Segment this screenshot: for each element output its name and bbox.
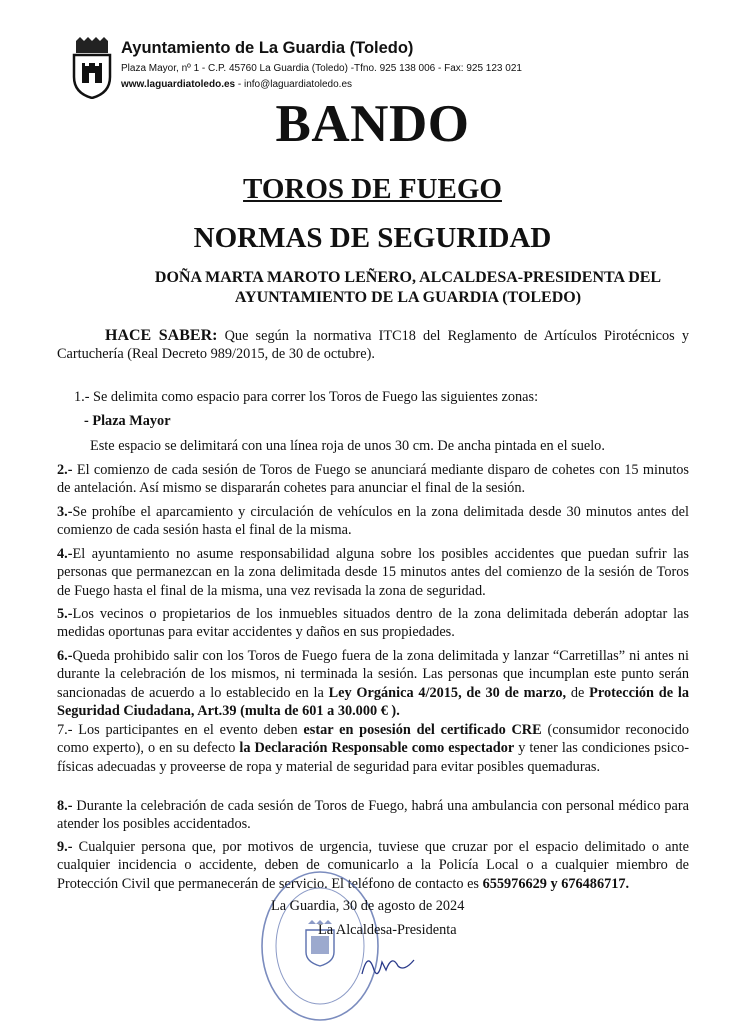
item-7-declaration: la Declaración Responsable como espectador — [239, 740, 515, 757]
item-8-text: Durante la celebración de cada sesión de Toros de Fuego, habrá una ambulancia con personal médico para atender los posibles accidentados. — [57, 798, 689, 833]
item-2-text: El comienzo de cada sesión de Toros de Fuego se anunciará mediante disparo de cohetes con 15 minutos de antelación. Así mismo se dispararán cohetes para anunciar el final de la sesión. — [57, 462, 689, 497]
item-5 — [57, 605, 689, 642]
item-9-number: 9.- — [57, 839, 73, 855]
item-6-law: Ley Orgánica 4/2015, de 30 de marzo, — [328, 684, 567, 701]
item-3-text: Se prohíbe el aparcamiento y circulación de vehículos en la zona delimitada desde 30 minutos antes del comienzo de cada sesión hasta el final de la misma. — [57, 504, 689, 539]
issuer-line-1: DOÑA MARTA MAROTO LEÑERO, ALCALDESA-PRESIDENTA DEL — [154, 269, 662, 286]
item-2 — [57, 461, 689, 498]
item-6 — [57, 647, 689, 721]
item-6-fine: Protección de la Seguridad Ciudadana, Art.39 (multa de 601 a 30.000 € ). — [57, 684, 689, 720]
intro-paragraph — [57, 327, 689, 364]
email-text: - info@laguardiatoledo.es — [235, 79, 352, 90]
issuer-block — [98, 268, 718, 308]
item-1-zone — [84, 412, 684, 430]
subtitle-toros: TOROS DE FUEGO — [243, 173, 502, 205]
item-7-text-c: (consumidor reconocido como experto), o en su defecto — [57, 722, 689, 757]
coat-of-arms-icon — [70, 37, 114, 99]
item-3-number: 3.- — [57, 504, 73, 520]
document-title: BANDO — [275, 95, 470, 153]
address-line: Plaza Mayor, nº 1 - C.P. 45760 La Guardia (Toledo) -Tfno. 925 138 006 - Fax: 925 123 021 — [121, 63, 522, 74]
item-7-text-e: y tener las condiciones psico-físicas adecuadas y proveerse de ropa y material de seguridad para evitar posibles quemaduras. — [57, 740, 689, 775]
item-6-number: 6.- — [57, 648, 73, 664]
item-3 — [57, 503, 689, 540]
signature — [358, 940, 418, 980]
municipality-name: Ayuntamiento de La Guardia (Toledo) — [121, 39, 414, 57]
item-8 — [57, 797, 689, 834]
item-5-text: Los vecinos o propietarios de los inmuebles situados dentro de la zona delimitada deberán adoptar las medidas oportunas para evitar accidentes y daños en sus propiedades. — [57, 606, 689, 641]
item-6-text: Queda prohibido salir con los Toros de Fuego fuera de la zona delimitada y lanzar “Carretillas” ni antes ni durante la celebración de los mismos, ni terminada la sesión. Las personas que incumplan este punto serán sancionadas de acuerdo a lo establecido en la — [57, 648, 689, 701]
item-4 — [57, 545, 689, 600]
item-7 — [57, 721, 689, 776]
item-8-number: 8.- — [57, 798, 73, 814]
item-7-certificate: estar en posesión del certificado CRE — [303, 722, 542, 738]
intro-label: HACE SABER: — [105, 327, 218, 344]
subtitle-normas: NORMAS DE SEGURIDAD — [193, 222, 552, 254]
website-link[interactable]: www.laguardiatoledo.es — [121, 79, 236, 90]
signer-title: La Alcaldesa-Presidenta — [318, 922, 457, 938]
date-line: La Guardia, 30 de agosto de 2024 — [271, 898, 465, 914]
item-1-description: Este espacio se delimitará con una línea roja de unos 30 cm. De ancha pintada en el suelo. — [90, 438, 605, 454]
item-4-text: El ayuntamiento no asume responsabilidad alguna sobre los posibles accidentes que puedan sufrir las personas que permanezcan en la zona delimitada desde 15 minutos antes del comienzo de la sesión de Toros de Fuego hasta el final de la misma, una vez revisada la zona de seguridad. — [57, 546, 689, 599]
item-2-number: 2.- — [57, 462, 73, 478]
contact-line — [121, 79, 352, 90]
item-9-phones: 655976629 y 676486717. — [482, 875, 630, 892]
issuer-line-2: AYUNTAMIENTO DE LA GUARDIA (TOLEDO) — [234, 289, 582, 306]
item-6-connector: de — [566, 684, 590, 701]
item-5-number: 5.- — [57, 606, 73, 622]
zone-name: - Plaza Mayor — [84, 413, 171, 429]
item-7-text-a: 7.- Los participantes en el evento deben — [57, 722, 304, 738]
item-9-text: Cualquier persona que, por motivos de urgencia, tuviese que cruzar por el espacio delimitado o ante cualquier incidencia o accidente, deben de comunicarlo a la Policía Local o a cualquier miembro de Protección Civil que permanecerán de servicio. El teléfono de contacto es — [57, 839, 689, 892]
intro-text: Que según la normativa ITC18 del Reglamento de Artículos Pirotécnicos y Cartuchería (Real Decreto 989/2015, de 30 de octubre). — [57, 328, 689, 363]
item-4-number: 4.- — [57, 546, 73, 562]
item-1: 1.- Se delimita como espacio para correr los Toros de Fuego las siguientes zonas: — [74, 389, 539, 405]
